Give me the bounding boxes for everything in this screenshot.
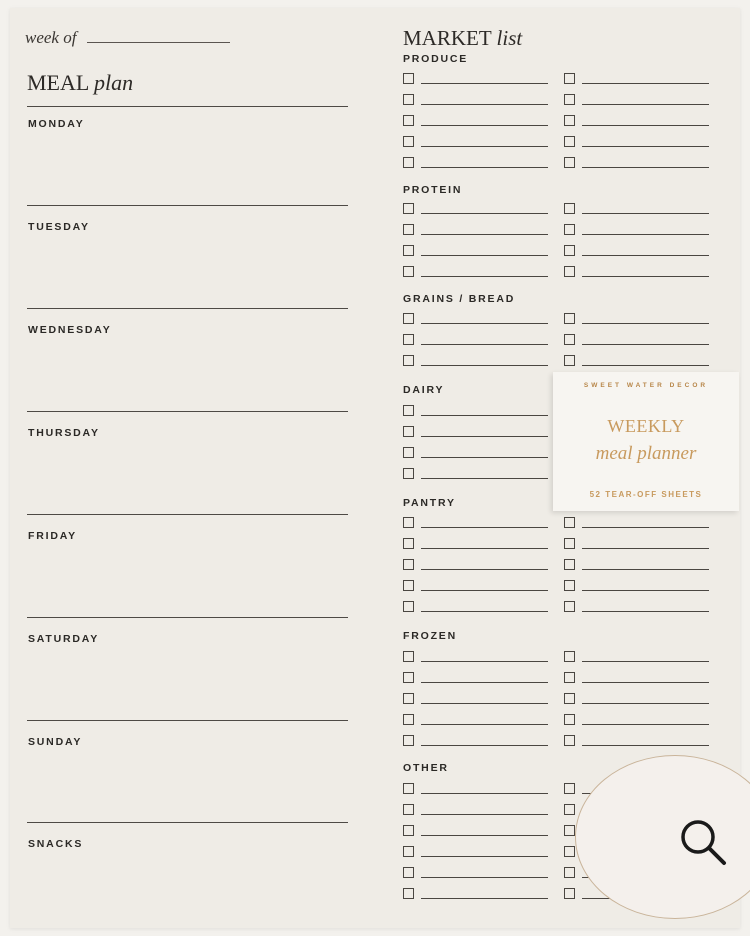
- checkbox[interactable]: [564, 580, 575, 591]
- item-line: [582, 611, 709, 612]
- day-label-saturday: SATURDAY: [28, 633, 99, 645]
- item-line: [421, 611, 548, 612]
- product-label-card: [553, 372, 739, 511]
- meal-title-main: MEAL: [27, 70, 89, 95]
- checkbox[interactable]: [564, 714, 575, 725]
- item-line: [582, 703, 709, 704]
- checkbox[interactable]: [403, 447, 414, 458]
- day-writing-line: [27, 720, 348, 721]
- checkbox[interactable]: [403, 405, 414, 416]
- checkbox[interactable]: [403, 157, 414, 168]
- week-of-label: week of: [25, 28, 77, 47]
- checkbox[interactable]: [403, 867, 414, 878]
- checkbox[interactable]: [403, 804, 414, 815]
- category-protein: PROTEIN: [403, 184, 463, 196]
- checkbox[interactable]: [403, 73, 414, 84]
- item-line: [421, 569, 548, 570]
- checkbox[interactable]: [403, 115, 414, 126]
- day-label-tuesday: TUESDAY: [28, 221, 90, 233]
- item-line: [582, 548, 709, 549]
- item-line: [421, 527, 548, 528]
- checkbox[interactable]: [403, 266, 414, 277]
- day-writing-line: [27, 514, 348, 515]
- checkbox[interactable]: [564, 538, 575, 549]
- checkbox[interactable]: [403, 735, 414, 746]
- checkbox[interactable]: [564, 867, 575, 878]
- item-line: [421, 104, 548, 105]
- item-line: [421, 856, 548, 857]
- item-line: [421, 793, 548, 794]
- item-line: [582, 365, 709, 366]
- checkbox[interactable]: [564, 651, 575, 662]
- item-line: [421, 167, 548, 168]
- checkbox[interactable]: [403, 517, 414, 528]
- checkbox[interactable]: [564, 804, 575, 815]
- item-line: [421, 703, 548, 704]
- item-line: [421, 255, 548, 256]
- label-meal-planner: meal planner: [595, 443, 697, 464]
- checkbox[interactable]: [564, 266, 575, 277]
- item-line: [582, 276, 709, 277]
- day-label-friday: FRIDAY: [28, 530, 77, 542]
- checkbox[interactable]: [564, 334, 575, 345]
- item-line: [582, 146, 709, 147]
- checkbox[interactable]: [403, 783, 414, 794]
- checkbox[interactable]: [564, 73, 575, 84]
- category-produce: PRODUCE: [403, 53, 469, 65]
- item-line: [421, 745, 548, 746]
- checkbox[interactable]: [564, 313, 575, 324]
- item-line: [421, 898, 548, 899]
- checkbox[interactable]: [564, 136, 575, 147]
- item-line: [582, 167, 709, 168]
- checkbox[interactable]: [403, 651, 414, 662]
- item-line: [582, 255, 709, 256]
- checkbox[interactable]: [403, 245, 414, 256]
- checkbox[interactable]: [564, 245, 575, 256]
- item-line: [582, 104, 709, 105]
- checkbox[interactable]: [564, 224, 575, 235]
- item-line: [421, 590, 548, 591]
- market-title-main: MARKET: [403, 26, 492, 50]
- item-line: [582, 125, 709, 126]
- checkbox[interactable]: [403, 714, 414, 725]
- checkbox[interactable]: [564, 517, 575, 528]
- label-sheet-count: 52 TEAR-OFF SHEETS: [589, 490, 703, 499]
- checkbox[interactable]: [403, 846, 414, 857]
- checkbox[interactable]: [564, 888, 575, 899]
- checkbox[interactable]: [564, 672, 575, 683]
- day-writing-line: [27, 205, 348, 206]
- item-line: [582, 83, 709, 84]
- checkbox[interactable]: [403, 355, 414, 366]
- day-writing-line: [27, 411, 348, 412]
- brand-name: SWEET WATER DECOR: [583, 382, 709, 389]
- checkbox[interactable]: [564, 783, 575, 794]
- checkbox[interactable]: [564, 94, 575, 105]
- checkbox[interactable]: [403, 693, 414, 704]
- item-line: [582, 724, 709, 725]
- category-grains-bread: GRAINS / BREAD: [403, 293, 516, 305]
- item-line: [421, 457, 548, 458]
- checkbox[interactable]: [564, 559, 575, 570]
- item-line: [421, 724, 548, 725]
- label-weekly: WEEKLY: [607, 416, 685, 436]
- item-line: [421, 548, 548, 549]
- checkbox[interactable]: [564, 846, 575, 857]
- item-line: [421, 365, 548, 366]
- meal-divider: [27, 106, 348, 107]
- item-line: [582, 527, 709, 528]
- checkbox[interactable]: [564, 825, 575, 836]
- checkbox[interactable]: [403, 468, 414, 479]
- checkbox[interactable]: [403, 313, 414, 324]
- item-line: [582, 323, 709, 324]
- checkbox[interactable]: [564, 601, 575, 612]
- market-title-italic: list: [496, 26, 523, 50]
- checkbox[interactable]: [403, 888, 414, 899]
- item-line: [421, 276, 548, 277]
- checkbox[interactable]: [403, 426, 414, 437]
- checkbox[interactable]: [403, 334, 414, 345]
- item-line: [421, 415, 548, 416]
- checkbox[interactable]: [403, 559, 414, 570]
- item-line: [582, 745, 709, 746]
- checkbox[interactable]: [403, 224, 414, 235]
- checkbox[interactable]: [564, 693, 575, 704]
- item-line: [421, 213, 548, 214]
- item-line: [421, 234, 548, 235]
- checkbox[interactable]: [564, 115, 575, 126]
- item-line: [582, 569, 709, 570]
- item-line: [582, 590, 709, 591]
- item-line: [421, 125, 548, 126]
- checkbox[interactable]: [564, 735, 575, 746]
- item-line: [582, 344, 709, 345]
- checkbox[interactable]: [403, 136, 414, 147]
- meal-plan-title: [27, 70, 133, 96]
- category-pantry: PANTRY: [403, 497, 456, 509]
- checkbox[interactable]: [403, 580, 414, 591]
- category-frozen: FROZEN: [403, 630, 457, 642]
- day-writing-line: [27, 822, 348, 823]
- item-line: [421, 323, 548, 324]
- item-line: [421, 682, 548, 683]
- day-label-snacks: SNACKS: [28, 838, 84, 850]
- item-line: [582, 661, 709, 662]
- checkbox[interactable]: [403, 203, 414, 214]
- day-writing-line: [27, 617, 348, 618]
- category-other: OTHER: [403, 762, 449, 774]
- checkbox[interactable]: [564, 203, 575, 214]
- day-label-monday: MONDAY: [28, 118, 85, 130]
- magnifier-icon[interactable]: [678, 817, 730, 869]
- item-line: [582, 213, 709, 214]
- day-label-sunday: SUNDAY: [28, 736, 83, 748]
- day-writing-line: [27, 308, 348, 309]
- checkbox[interactable]: [403, 825, 414, 836]
- meal-title-italic: plan: [94, 70, 134, 95]
- item-line: [421, 478, 548, 479]
- checkbox[interactable]: [564, 157, 575, 168]
- checkbox[interactable]: [403, 601, 414, 612]
- item-line: [421, 146, 548, 147]
- week-of-line: [87, 42, 230, 43]
- item-line: [421, 835, 548, 836]
- checkbox[interactable]: [403, 538, 414, 549]
- item-line: [421, 344, 548, 345]
- item-line: [421, 436, 548, 437]
- item-line: [421, 661, 548, 662]
- category-dairy: DAIRY: [403, 384, 445, 396]
- item-line: [421, 814, 548, 815]
- checkbox[interactable]: [403, 672, 414, 683]
- checkbox[interactable]: [403, 94, 414, 105]
- item-line: [582, 234, 709, 235]
- day-label-thursday: THURSDAY: [28, 427, 100, 439]
- item-line: [582, 682, 709, 683]
- item-line: [421, 83, 548, 84]
- day-label-wednesday: WEDNESDAY: [28, 324, 112, 336]
- market-list-title: [403, 26, 522, 51]
- checkbox[interactable]: [564, 355, 575, 366]
- item-line: [421, 877, 548, 878]
